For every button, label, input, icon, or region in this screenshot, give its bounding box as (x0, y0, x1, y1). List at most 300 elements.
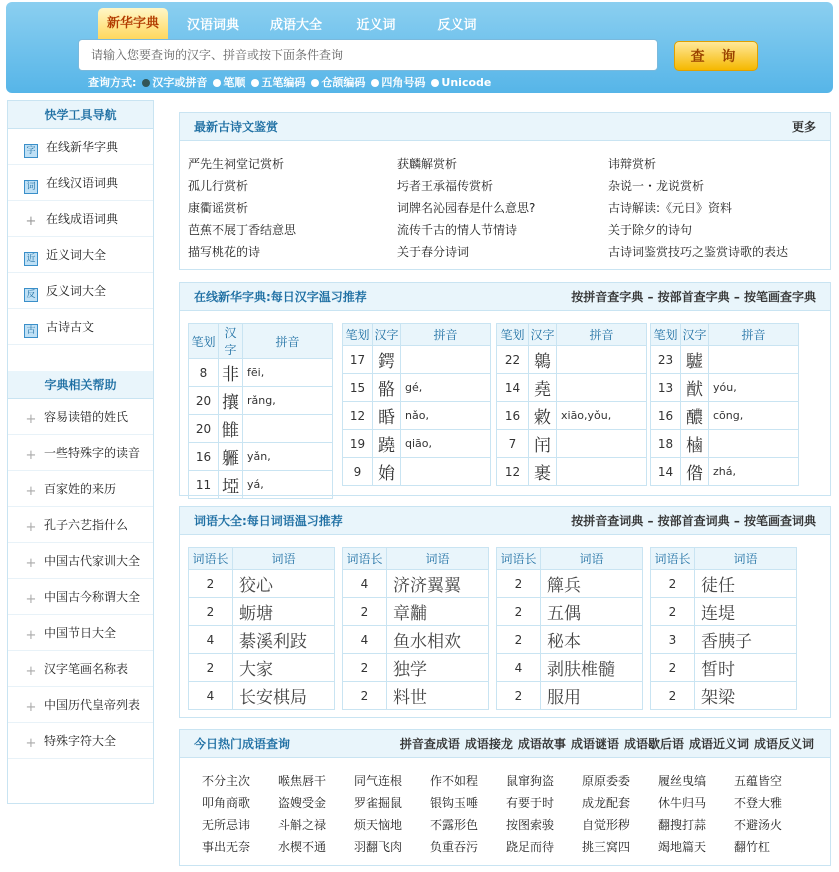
table-header: 词语长 (343, 548, 387, 570)
table-row[interactable] (651, 654, 797, 682)
word[interactable]: 济济翼翼 (387, 570, 489, 598)
stroke-count: 20 (189, 415, 219, 443)
stroke-count: 23 (651, 346, 681, 374)
idiom-link[interactable]: 盗嫂受金 (278, 796, 327, 810)
tool-icon: 古 (24, 324, 38, 338)
word[interactable]: 大家 (233, 654, 335, 682)
poem-link[interactable]: 关于春分诗词 (397, 245, 470, 259)
hanzi[interactable]: 裹 (529, 458, 557, 486)
word[interactable]: 鱼水相欢 (387, 626, 489, 654)
idiom-link[interactable]: 罗雀掘鼠 (354, 796, 403, 810)
pinyin: yǎn, (243, 443, 333, 471)
table-row[interactable] (189, 415, 333, 443)
poem-panel (179, 112, 831, 270)
stroke-count: 7 (497, 430, 529, 458)
table-header: 词语 (387, 548, 489, 570)
sidebar-item-help[interactable] (8, 651, 153, 687)
sidebar-item-help[interactable] (8, 687, 153, 723)
cidian-table (650, 547, 797, 710)
idiom-link[interactable]: 事出无奈 (202, 840, 251, 854)
cidian-table (342, 547, 489, 710)
tab-fanyi[interactable]: 反义词 (437, 18, 477, 33)
zidian-links[interactable]: 按拼音查字典 – 按部首查字典 – 按笔画查字典 (571, 290, 816, 304)
poem-link[interactable]: 芭蕉不展丁香结意思 (188, 223, 297, 237)
stroke-count: 14 (497, 374, 529, 402)
word[interactable]: 料世 (387, 682, 489, 710)
hanzi[interactable]: 攘 (219, 387, 243, 415)
sidebar-item-help[interactable] (8, 471, 153, 507)
pinyin: qiāo, (401, 430, 491, 458)
table-row[interactable] (651, 458, 799, 486)
search-mode-label: 查询方式: (88, 76, 137, 89)
idiom-link[interactable]: 履丝曳缟 (658, 774, 707, 788)
zidian-table (188, 323, 333, 499)
sidebar-item-label: 在线新华字典 (46, 140, 119, 154)
idiom-link[interactable]: 挑三窝四 (582, 840, 631, 854)
plus-icon: + (25, 592, 37, 607)
table-header: 拼音 (401, 324, 491, 346)
sidebar-item-label: 近义词大全 (46, 248, 107, 262)
table-row[interactable] (343, 570, 489, 598)
word-length: 2 (189, 598, 233, 626)
sidebar-item-label: 孔子六艺指什么 (44, 518, 129, 532)
table-row[interactable] (343, 458, 491, 486)
sidebar-item-help[interactable] (8, 615, 153, 651)
idiom-link[interactable]: 同气连根 (354, 774, 403, 788)
poem-link[interactable]: 孤儿行赏析 (188, 179, 249, 193)
stroke-count: 12 (497, 458, 529, 486)
poem-link[interactable]: 流传千古的情人节情诗 (397, 223, 518, 237)
chengyu-link[interactable]: 成语故事 (517, 737, 566, 751)
poem-link[interactable]: 描写桃花的诗 (188, 245, 261, 259)
mode-option-bishun[interactable]: 笔顺 (213, 76, 245, 89)
word-length: 4 (189, 626, 233, 654)
table-row[interactable] (651, 402, 799, 430)
table-row[interactable] (651, 570, 797, 598)
table-row[interactable] (497, 402, 647, 430)
sidebar-item-label: 容易读错的姓氏 (44, 410, 129, 424)
idiom-link[interactable]: 叩角商歌 (202, 796, 251, 810)
table-header: 汉字 (219, 324, 243, 359)
table-row[interactable] (189, 570, 335, 598)
table-header: 词语长 (189, 548, 233, 570)
idiom-link[interactable]: 负重吞污 (430, 840, 479, 854)
tool-icon: 反 (24, 288, 38, 302)
word[interactable]: 连堤 (695, 598, 797, 626)
stroke-count: 22 (497, 346, 529, 374)
sidebar-item-label: 汉字笔画名称表 (44, 662, 129, 676)
pinyin (557, 430, 647, 458)
sidebar-item-help[interactable] (8, 543, 153, 579)
table-header: 拼音 (709, 324, 799, 346)
stroke-count: 12 (343, 402, 373, 430)
table-row[interactable] (497, 626, 643, 654)
sidebar-item-tool[interactable] (8, 273, 153, 309)
stroke-count: 14 (651, 458, 681, 486)
chengyu-links (395, 730, 814, 758)
hanzi[interactable]: 鷎 (529, 346, 557, 374)
table-row[interactable] (497, 374, 647, 402)
cidian-panel-title: 词语大全:每日词语温习推荐 (194, 514, 343, 528)
zidian-panel (179, 282, 831, 496)
idiom-link[interactable]: 按图索骏 (506, 818, 555, 832)
tool-icon: 词 (24, 180, 38, 194)
hanzi[interactable]: 姢 (373, 458, 401, 486)
word[interactable]: 剥肤椎髓 (541, 654, 643, 682)
sidebar-item-label: 中国节日大全 (44, 626, 117, 640)
chengyu-link[interactable]: 成语近义词 (688, 737, 749, 751)
sidebar-item-tool[interactable] (8, 201, 153, 237)
table-header: 拼音 (557, 324, 647, 346)
table-row[interactable] (497, 598, 643, 626)
idiom-link[interactable]: 无所忌讳 (202, 818, 251, 832)
stroke-count: 16 (497, 402, 529, 430)
table-row[interactable] (343, 374, 491, 402)
table-header: 笔划 (343, 324, 373, 346)
hanzi[interactable]: 鍔 (373, 346, 401, 374)
pinyin (709, 430, 799, 458)
tab-jinyi[interactable]: 近义词 (356, 18, 396, 33)
table-row[interactable] (343, 430, 491, 458)
stroke-count: 19 (343, 430, 373, 458)
zidian-panel-title: 在线新华字典:每日汉字温习推荐 (194, 290, 367, 304)
word-length: 2 (651, 598, 695, 626)
pinyin: xiāo,yǒu, (557, 402, 647, 430)
sidebar-item-tool[interactable] (8, 165, 153, 201)
idiom-link[interactable]: 烦天恼地 (354, 818, 403, 832)
word-length: 2 (651, 682, 695, 710)
sidebar-item-help[interactable] (8, 723, 153, 759)
idiom-link[interactable]: 翻搜打蒜 (658, 818, 707, 832)
poem-panel-title: 最新古诗文鉴赏 (194, 120, 279, 134)
sidebar-item-label: 在线汉语词典 (46, 176, 119, 190)
hanzi[interactable]: 驉 (681, 346, 709, 374)
pinyin (709, 346, 799, 374)
plus-icon: + (25, 736, 37, 751)
word-length: 2 (497, 570, 541, 598)
word-length: 2 (651, 654, 695, 682)
hanzi[interactable]: 睧 (373, 402, 401, 430)
stroke-count: 13 (651, 374, 681, 402)
hanzi[interactable]: 醲 (681, 402, 709, 430)
poem-link[interactable]: 关于除夕的诗句 (608, 223, 693, 237)
pinyin (401, 346, 491, 374)
table-row[interactable] (497, 570, 643, 598)
table-header: 词语 (695, 548, 797, 570)
word[interactable]: 架梁 (695, 682, 797, 710)
plus-icon: + (25, 628, 37, 643)
table-header: 词语 (233, 548, 335, 570)
pinyin (243, 415, 333, 443)
poem-link[interactable]: 杂说一・龙说赏析 (608, 179, 705, 193)
stroke-count: 18 (651, 430, 681, 458)
mode-option-wubi[interactable]: 五笔编码 (251, 76, 305, 89)
search-input[interactable]: 请输入您要查询的汉字、拼音或按下面条件查询 (78, 39, 658, 71)
word[interactable]: 綦溪利跂 (233, 626, 335, 654)
idiom-link[interactable]: 有要于时 (506, 796, 555, 810)
table-header: 笔划 (497, 324, 529, 346)
sidebar-item-help[interactable] (8, 399, 153, 435)
hanzi[interactable]: 蹺 (373, 430, 401, 458)
word-length: 2 (651, 570, 695, 598)
stroke-count: 8 (189, 359, 219, 387)
word[interactable]: 簰兵 (541, 570, 643, 598)
poem-link[interactable]: 圬者王承福传赏析 (397, 179, 494, 193)
word[interactable]: 香胰子 (695, 626, 797, 654)
poem-link[interactable]: 获麟解赏析 (397, 157, 458, 171)
pinyin: nǎo, (401, 402, 491, 430)
stroke-count: 15 (343, 374, 373, 402)
hanzi[interactable]: 埡 (219, 471, 243, 499)
idiom-link[interactable]: 跷足而待 (506, 840, 555, 854)
idiom-link[interactable]: 银钩玉唾 (430, 796, 479, 810)
table-row[interactable] (343, 626, 489, 654)
table-row[interactable] (497, 682, 643, 710)
pinyin: zhá, (709, 458, 799, 486)
mode-option-unicode[interactable]: Unicode (431, 76, 491, 89)
sidebar-item-label: 反义词大全 (46, 284, 107, 298)
table-row[interactable] (651, 598, 797, 626)
chengyu-link[interactable]: 拼音查成语 (399, 737, 460, 751)
word-length: 2 (343, 682, 387, 710)
word-length: 2 (343, 598, 387, 626)
stroke-count: 17 (343, 346, 373, 374)
sidebar-item-label: 特殊字符大全 (44, 734, 117, 748)
sidebar-item-label: 中国古今称谓大全 (44, 590, 141, 604)
word[interactable]: 章黼 (387, 598, 489, 626)
pinyin: gé, (401, 374, 491, 402)
chengyu-link[interactable]: 成语歇后语 (623, 737, 684, 751)
idiom-link[interactable]: 鼠窜狗盗 (506, 774, 555, 788)
hanzi[interactable]: 猷 (681, 374, 709, 402)
plus-icon: + (25, 520, 37, 535)
table-row[interactable] (497, 430, 647, 458)
table-header: 词语 (541, 548, 643, 570)
cidian-table (496, 547, 643, 710)
plus-icon: + (25, 412, 37, 427)
chengyu-panel (179, 729, 831, 866)
table-header: 词语长 (497, 548, 541, 570)
word[interactable]: 长安棋局 (233, 682, 335, 710)
chengyu-panel-title: 今日热门成语查询 (194, 737, 291, 751)
table-row[interactable] (189, 598, 335, 626)
tab-xinhua[interactable]: 新华字典 (98, 8, 168, 40)
sidebar-item-tool[interactable] (8, 129, 153, 165)
stroke-count: 16 (651, 402, 681, 430)
sidebar-item-label: 百家姓的来历 (44, 482, 117, 496)
poem-link[interactable]: 词牌名沁园春是什么意思? (397, 201, 536, 215)
pinyin: rǎng, (243, 387, 333, 415)
sidebar-item-tool[interactable] (8, 237, 153, 273)
mode-option-cangjie[interactable]: 仓颉编码 (311, 76, 365, 89)
sidebar-item-label: 中国历代皇帝列表 (44, 698, 141, 712)
pinyin: yóu, (709, 374, 799, 402)
table-row[interactable] (189, 471, 333, 499)
sidebar-item-label: 在线成语词典 (46, 212, 119, 226)
table-row[interactable] (651, 374, 799, 402)
table-row[interactable] (497, 654, 643, 682)
stroke-count: 16 (189, 443, 219, 471)
poem-link[interactable]: 严先生祠堂记赏析 (188, 157, 285, 171)
hanzi[interactable]: 軅 (219, 443, 243, 471)
table-row[interactable] (651, 682, 797, 710)
chengyu-link[interactable]: 成语反义词 (753, 737, 814, 751)
table-header: 笔划 (651, 324, 681, 346)
hanzi[interactable]: 闬 (529, 430, 557, 458)
hanzi[interactable]: 雔 (219, 415, 243, 443)
table-row[interactable] (189, 682, 335, 710)
pinyin: cōng, (709, 402, 799, 430)
tool-icon: 字 (24, 144, 38, 158)
table-header: 汉字 (529, 324, 557, 346)
cidian-links[interactable]: 按拼音查词典 – 按部首查词典 – 按笔画查词典 (571, 514, 816, 528)
table-row[interactable] (343, 654, 489, 682)
word-length: 4 (343, 626, 387, 654)
sidebar-item-help[interactable] (8, 435, 153, 471)
table-header: 词语长 (651, 548, 695, 570)
sidebar-item-help[interactable] (8, 579, 153, 615)
table-row[interactable] (651, 346, 799, 374)
poem-link[interactable]: 古诗解读:《元日》资料 (608, 201, 733, 215)
idiom-link[interactable]: 成龙配套 (582, 796, 631, 810)
word-length: 4 (497, 654, 541, 682)
sidebar-item-label: 中国古代家训大全 (44, 554, 141, 568)
word-length: 2 (343, 654, 387, 682)
table-header: 拼音 (243, 324, 333, 359)
table-row[interactable] (343, 598, 489, 626)
sidebar-item-label: 一些特殊字的读音 (44, 446, 141, 460)
plus-icon: + (25, 484, 37, 499)
word[interactable]: 独学 (387, 654, 489, 682)
mode-option-sijiao[interactable]: 四角号码 (371, 76, 425, 89)
idiom-link[interactable]: 不分主次 (202, 774, 251, 788)
plus-icon: + (25, 448, 37, 463)
idiom-link[interactable]: 翻竹杠 (734, 840, 771, 854)
table-row[interactable] (497, 346, 647, 374)
idiom-link[interactable]: 五蕴皆空 (734, 774, 783, 788)
search-mode (88, 74, 497, 90)
poem-link[interactable]: 康衢谣赏析 (188, 201, 249, 215)
idiom-link[interactable]: 不露形色 (430, 818, 479, 832)
pinyin: fēi, (243, 359, 333, 387)
pinyin (557, 374, 647, 402)
idiom-link[interactable]: 喉焦唇干 (278, 774, 327, 788)
hanzi[interactable]: 堯 (529, 374, 557, 402)
tab-chengyu[interactable]: 成语大全 (269, 18, 322, 33)
word-length: 2 (189, 570, 233, 598)
sidebar (7, 100, 154, 804)
word[interactable]: 蛎塘 (233, 598, 335, 626)
table-row[interactable] (189, 654, 335, 682)
chengyu-link[interactable]: 成语谜语 (570, 737, 619, 751)
tool-icon: + (25, 214, 37, 229)
word[interactable]: 秘本 (541, 626, 643, 654)
search-button[interactable]: 查 询 (674, 41, 758, 71)
table-header: 汉字 (681, 324, 709, 346)
stroke-count: 9 (343, 458, 373, 486)
table-row[interactable] (343, 346, 491, 374)
table-row[interactable] (343, 402, 491, 430)
word[interactable]: 狡心 (233, 570, 335, 598)
pinyin (557, 346, 647, 374)
table-row[interactable] (651, 430, 799, 458)
table-row[interactable] (651, 626, 797, 654)
word[interactable]: 服用 (541, 682, 643, 710)
plus-icon: + (25, 664, 37, 679)
idiom-link[interactable]: 原原委委 (582, 774, 631, 788)
idiom-link[interactable]: 羽翻飞肉 (354, 840, 403, 854)
chengyu-link[interactable]: 成语接龙 (464, 737, 513, 751)
word-length: 2 (497, 598, 541, 626)
sidebar-heading-help: 字典相关帮助 (8, 371, 153, 399)
idiom-link[interactable]: 不避汤火 (734, 818, 783, 832)
pinyin: yá, (243, 471, 333, 499)
table-row[interactable] (189, 387, 333, 415)
hanzi[interactable]: 敹 (529, 402, 557, 430)
cidian-table (188, 547, 335, 710)
sidebar-heading-tools: 快学工具导航 (8, 101, 153, 129)
word[interactable]: 五偶 (541, 598, 643, 626)
word[interactable]: 皙时 (695, 654, 797, 682)
stroke-count: 11 (189, 471, 219, 499)
word-length: 2 (497, 682, 541, 710)
sidebar-item-help[interactable] (8, 507, 153, 543)
plus-icon: + (25, 700, 37, 715)
table-row[interactable] (343, 682, 489, 710)
table-row[interactable] (189, 626, 335, 654)
idiom-link[interactable]: 斗斛之禄 (278, 818, 327, 832)
idiom-link[interactable]: 休牛归马 (658, 796, 707, 810)
cidian-panel (179, 506, 831, 718)
idiom-link[interactable]: 自觉形秽 (582, 818, 631, 832)
poem-link[interactable]: 古诗词鉴赏技巧之鉴赏诗歌的表达 (608, 245, 789, 259)
word-length: 2 (189, 654, 233, 682)
mode-option-hanzi[interactable]: 汉字或拼音 (142, 76, 207, 89)
hanzi[interactable]: 偺 (681, 458, 709, 486)
header-bar (6, 2, 833, 93)
pinyin (401, 458, 491, 486)
word-length: 4 (189, 682, 233, 710)
more-link[interactable]: 更多 (791, 120, 816, 134)
tab-hanyu[interactable]: 汉语词典 (186, 18, 239, 33)
idiom-link[interactable]: 竭地篇天 (658, 840, 707, 854)
table-row[interactable] (189, 443, 333, 471)
hanzi[interactable]: 非 (219, 359, 243, 387)
hanzi[interactable]: 骼 (373, 374, 401, 402)
plus-icon: + (25, 556, 37, 571)
stroke-count: 20 (189, 387, 219, 415)
idiom-link[interactable]: 水楔不通 (278, 840, 327, 854)
table-row[interactable] (497, 458, 647, 486)
poem-link[interactable]: 讳辩赏析 (608, 157, 657, 171)
table-header: 汉字 (373, 324, 401, 346)
table-header: 笔划 (189, 324, 219, 359)
hanzi[interactable]: 樐 (681, 430, 709, 458)
idiom-link[interactable]: 作不如程 (430, 774, 479, 788)
sidebar-item-label: 古诗古文 (46, 320, 95, 334)
zidian-table (342, 323, 491, 486)
word-length: 2 (497, 626, 541, 654)
pinyin (557, 458, 647, 486)
word[interactable]: 徒任 (695, 570, 797, 598)
word-length: 4 (343, 570, 387, 598)
idiom-link[interactable]: 不登大雅 (734, 796, 783, 810)
word-length: 3 (651, 626, 695, 654)
zidian-table (496, 323, 647, 486)
sidebar-item-tool[interactable] (8, 309, 153, 345)
table-row[interactable] (189, 359, 333, 387)
zidian-table (650, 323, 799, 486)
